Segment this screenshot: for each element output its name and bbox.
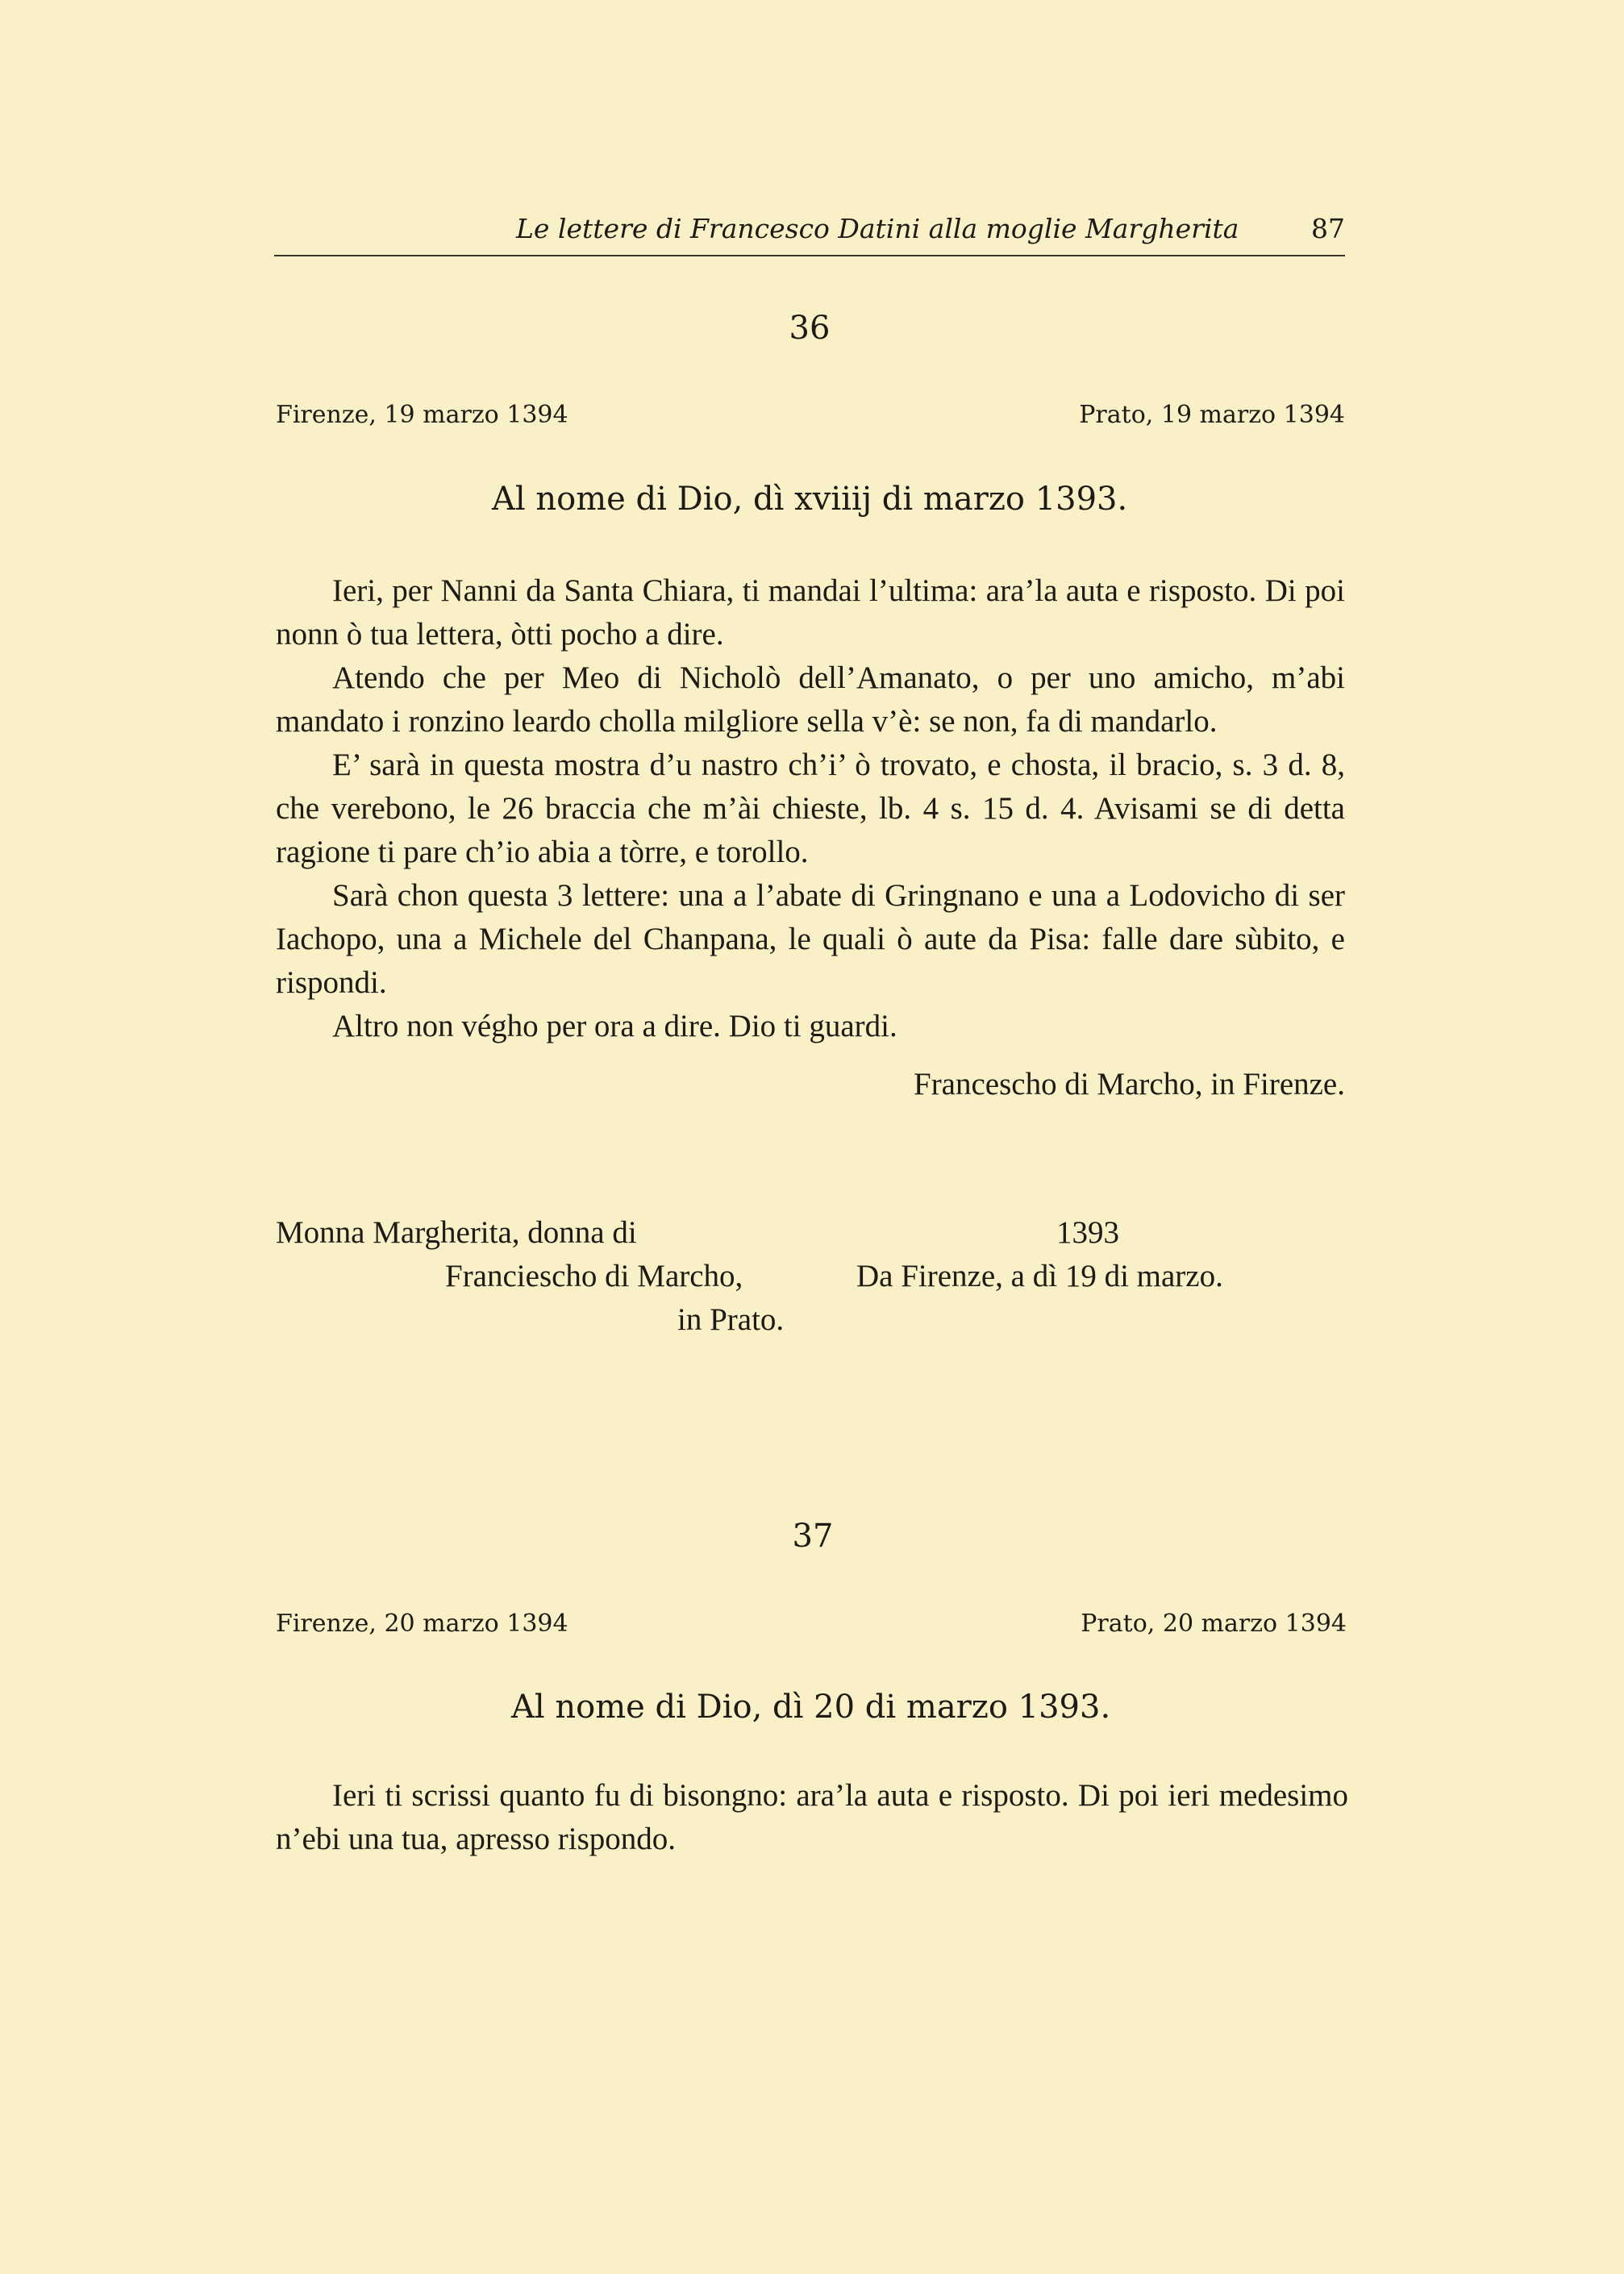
letter-number: 37 — [792, 1518, 834, 1555]
letter-body — [276, 1774, 1348, 1861]
annotation-note: Da Firenze, a dì 19 di marzo. — [856, 1259, 1223, 1293]
running-head-title: Le lettere di Francesco Datini alla moglie Margherita — [516, 213, 1239, 244]
paragraph: Altro non végho per ora a dire. Dio ti guardi. — [332, 1009, 897, 1043]
annotation-year: 1393 — [1056, 1215, 1119, 1250]
address-line: in Prato. — [677, 1302, 785, 1337]
letter-body — [276, 569, 1345, 1106]
letter-from-date: Firenze, 19 marzo 1394 — [276, 401, 568, 429]
paragraph: E’ sarà in questa mostra d’u nastro ch’i’ ò trovato, e chosta, il bracio, s. 3 d. 8, che verebono, le 26 braccia che m’ài chieste, lb. 4 s. 15 d. 4. Avisami se di detta ragione ti pare ch’io abia a tòrre, e torollo. — [276, 748, 1345, 869]
address-line: Monna Margherita, donna di — [276, 1215, 637, 1250]
letter-to-date: Prato, 19 marzo 1394 — [1079, 401, 1345, 429]
running-head — [274, 206, 1345, 256]
letter-from-date: Firenze, 20 marzo 1394 — [276, 1610, 568, 1638]
paragraph: Sarà chon questa 3 lettere: una a l’abate di Gringnano e una a Lodovicho di ser Iachopo, una a Michele del Chanpana, le quali ò aute da Pisa: falle dare sùbito, e rispondi. — [276, 878, 1345, 1000]
paragraph: Atendo che per Meo di Nicholò dell’Amanato, o per uno amicho, m’abi mandato i ronzino leardo cholla milgliore sella v’è: se non, fa di mandarlo. — [276, 660, 1345, 739]
paragraph: Ieri ti scrissi quanto fu di bisongno: ara’la auta e risposto. Di poi ieri medesimo n’ebi una tua, apresso rispondo. — [276, 1778, 1348, 1856]
address-line: Franciescho di Marcho, — [445, 1259, 743, 1293]
page-number: 87 — [1311, 213, 1345, 244]
letter-heading: Al nome di Dio, dì xviiij di marzo 1393. — [492, 481, 1128, 518]
letter-to-date: Prato, 20 marzo 1394 — [1081, 1610, 1347, 1638]
letter-heading: Al nome di Dio, dì 20 di marzo 1393. — [511, 1689, 1111, 1726]
signature: Francescho di Marcho, in Firenze. — [914, 1067, 1345, 1102]
paragraph: Ieri, per Nanni da Santa Chiara, ti mandai l’ultima: ara’la auta e risposto. Di poi nonn ò tua lettera, òtti pocho a dire. — [276, 573, 1345, 652]
letter-number: 36 — [789, 310, 831, 347]
